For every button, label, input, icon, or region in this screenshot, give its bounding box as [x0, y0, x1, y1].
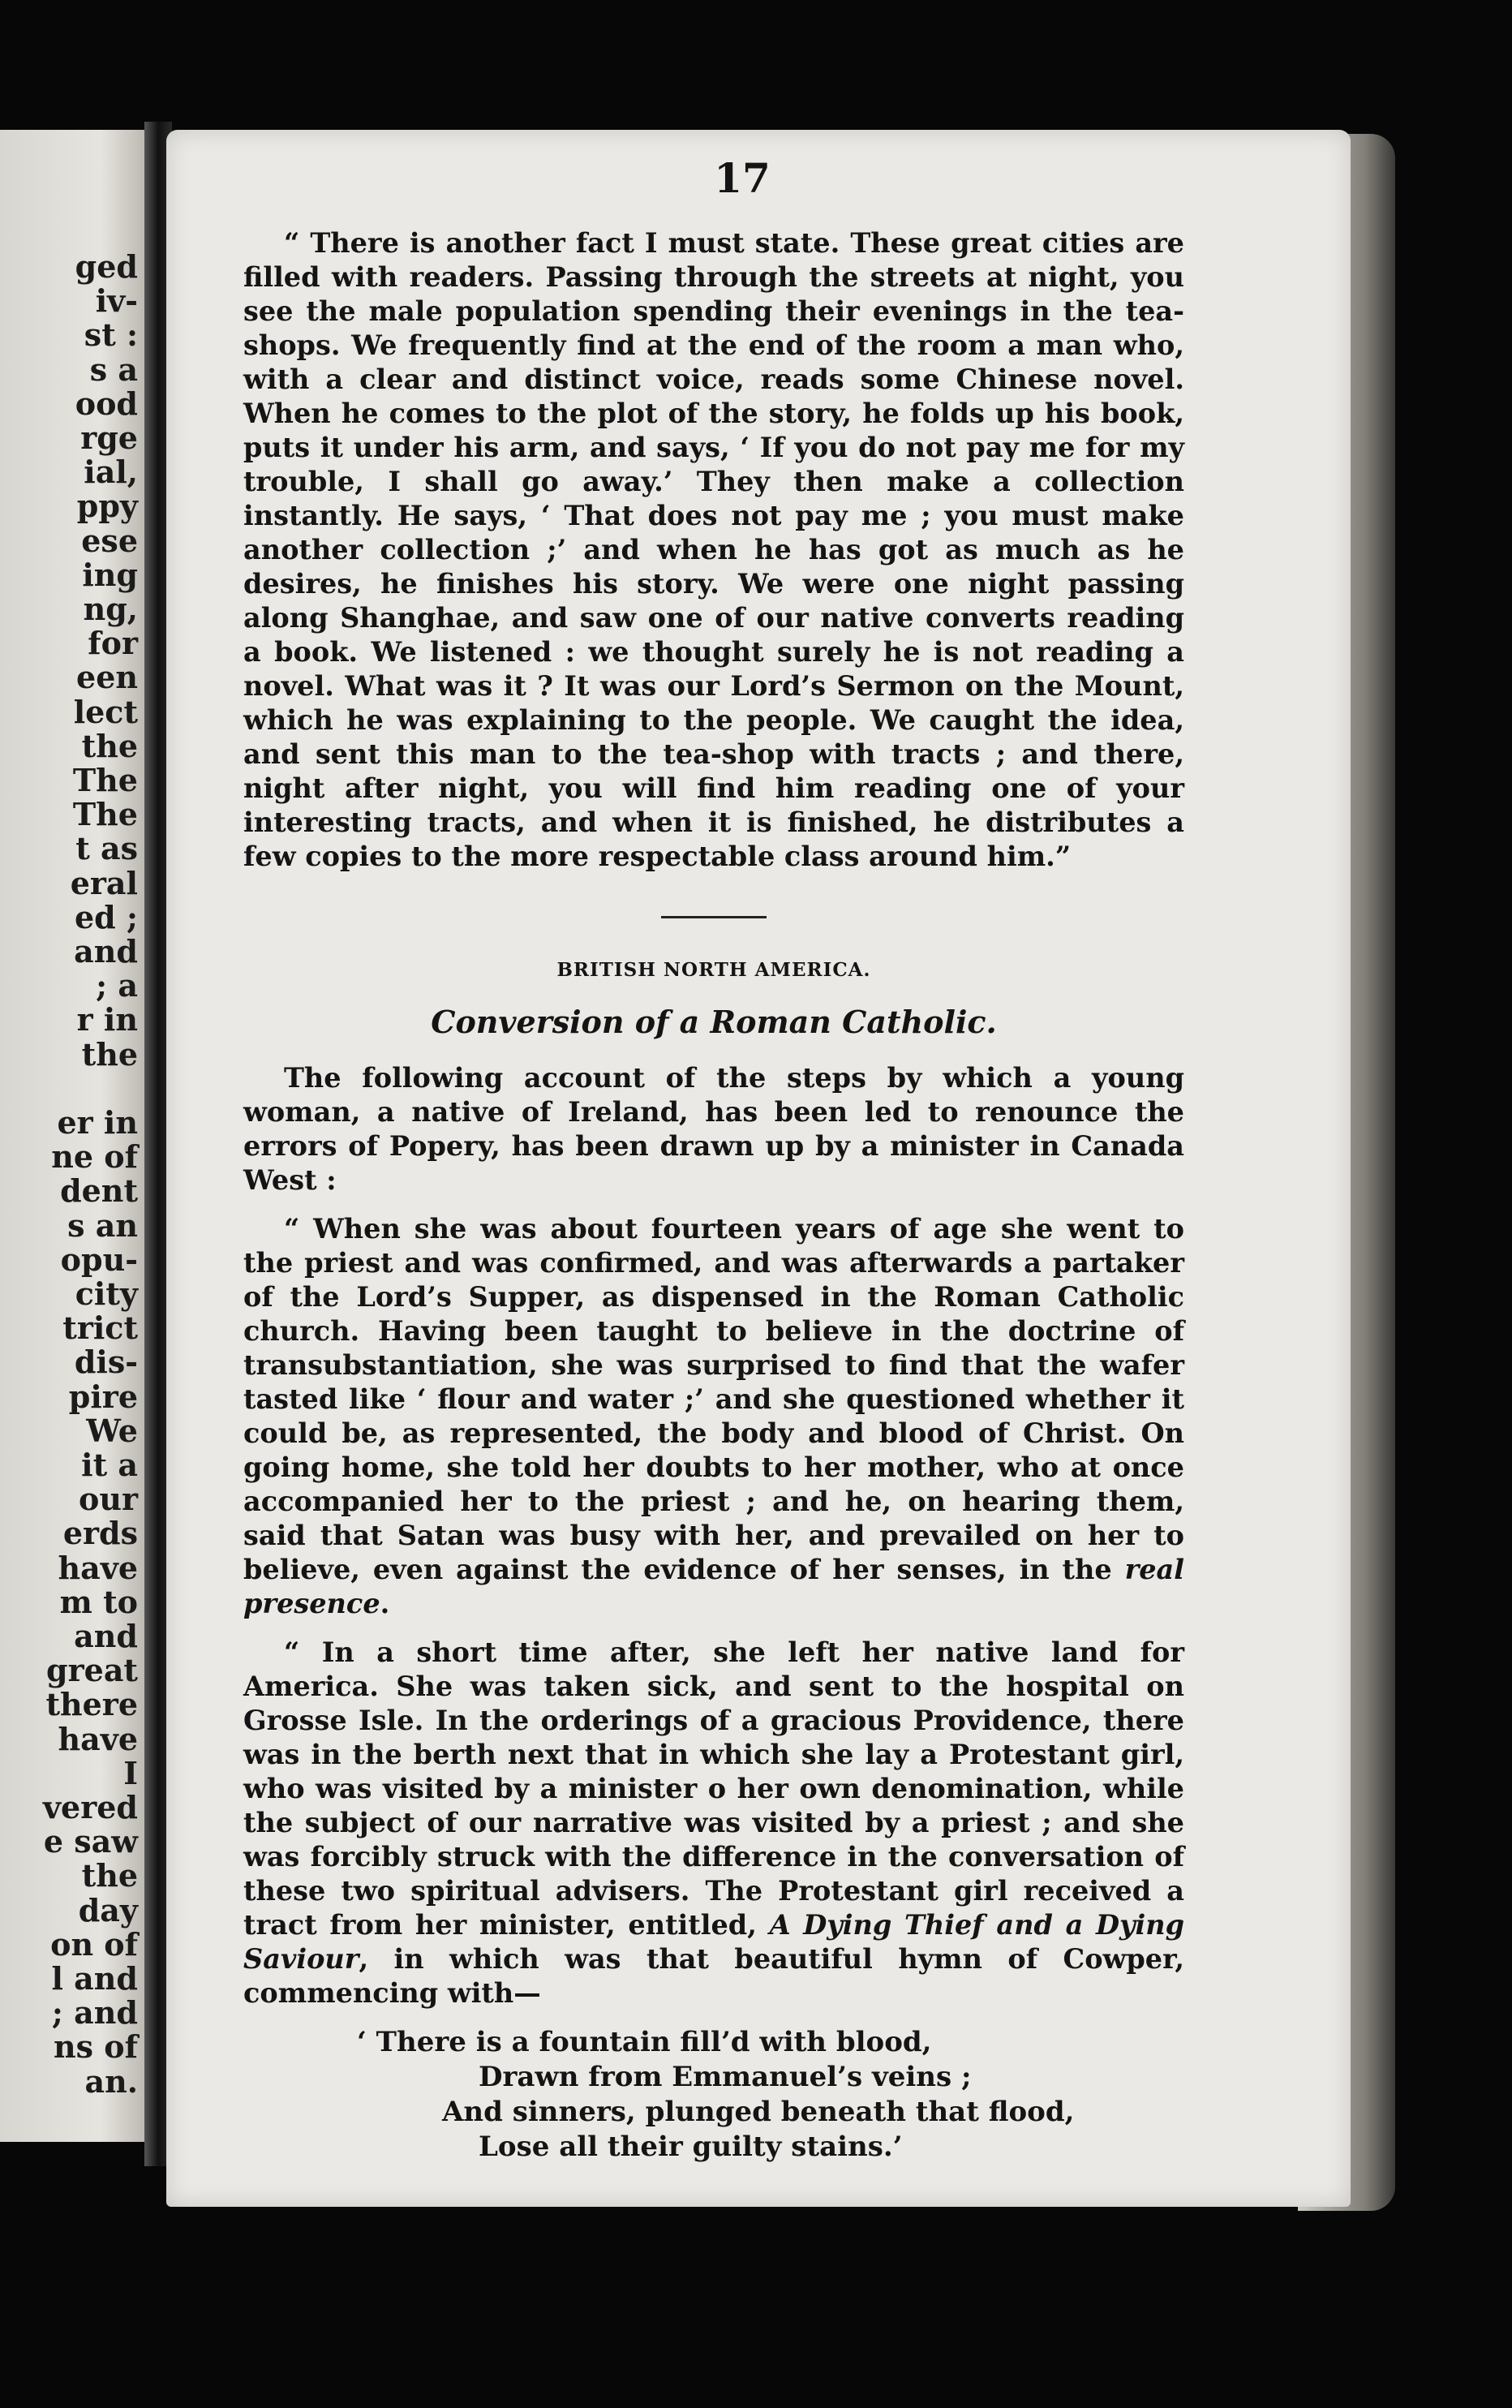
paragraph-intro: The following account of the steps by which a young woman, a native of Ireland, has been led to renounce the errors of Popery, has been drawn up by a minister in Canada West :	[243, 1062, 1184, 1196]
adjacent-page-text: day	[78, 1891, 138, 1929]
paragraph-text: “ When she was about fourteen years of age she went to the priest and was confirmed, and was afterwards a partaker of the Lord’s Supper, as dispensed in the Roman Catholic church. Having been taught to believe in the doctrine of transubstantiation, she was surprised to find that the wafer tasted like ‘ flour and water ;’ and she questioned whether it could be, as represented, the body and blood of Christ. On going home, she told her doubts to her mother, who at once accompanied her to the priest ; and he, on hearing them, said that Satan was busy with her, and prevailed on her to believe, even against the evidence of her senses, in the	[243, 1213, 1184, 1585]
adjacent-page-text: have	[58, 1720, 138, 1757]
adjacent-page-text: and	[74, 933, 138, 970]
paragraph-confirmation	[243, 1212, 1184, 1621]
verse-line: Lose all their guilty stains.’	[479, 2131, 903, 2163]
adjacent-page-text: great	[46, 1652, 138, 1689]
adjacent-page-text: an.	[84, 2062, 138, 2100]
adjacent-page-text: vered	[42, 1789, 138, 1825]
adjacent-page-text: dent	[60, 1172, 138, 1210]
adjacent-page-text: ng,	[83, 591, 138, 627]
verse-line: ‘ There is a fountain fill’d with blood,	[357, 2026, 932, 2058]
page-number: 17	[714, 154, 771, 202]
adjacent-page-text: ial,	[84, 454, 138, 491]
verse-line: Drawn from Emmanuel’s veins ;	[479, 2061, 972, 2093]
adjacent-page-text: our	[79, 1481, 138, 1518]
adjacent-page-text: s an	[67, 1206, 138, 1244]
italic-phrase: real presence	[243, 1554, 1184, 1619]
adjacent-page-text: it a	[81, 1447, 138, 1483]
adjacent-page-text: m to	[59, 1583, 138, 1620]
page-content	[243, 154, 1184, 2165]
adjacent-page-text: ne of	[51, 1138, 138, 1176]
paragraph-hospital	[243, 1636, 1184, 2010]
hymn-verse	[243, 2025, 1184, 2165]
adjacent-page-text: ; and	[51, 1994, 138, 2032]
adjacent-page-text: trict	[62, 1309, 138, 1347]
adjacent-page-text: The	[72, 796, 138, 833]
adjacent-page-text: lect	[73, 693, 138, 730]
adjacent-page-text: ppy	[76, 488, 138, 525]
adjacent-page-text: The	[72, 762, 138, 798]
adjacent-page-text: iv-	[95, 282, 138, 320]
adjacent-page-text: for	[88, 625, 138, 662]
adjacent-page-text: ing	[82, 556, 138, 593]
adjacent-page-text: ; a	[96, 967, 138, 1004]
adjacent-page-text: st :	[84, 316, 138, 354]
tract-title: A Dying Thief and a Dying Saviour	[243, 1909, 1184, 1975]
adjacent-page-text: ed ;	[74, 898, 138, 935]
paragraph-text-end: , in which was that beautiful hymn of Cowper, commencing with—	[243, 1943, 1184, 2009]
adjacent-page-text: pire	[68, 1378, 138, 1415]
adjacent-page-text: ood	[75, 385, 138, 422]
adjacent-page-text: t as	[75, 830, 138, 867]
adjacent-page-text: opu-	[60, 1241, 138, 1278]
adjacent-page-fragment	[0, 130, 144, 2142]
article-title: Conversion of a Roman Catholic.	[431, 1004, 997, 1040]
adjacent-page-text: there	[45, 1686, 138, 1723]
adjacent-page-text: city	[75, 1275, 138, 1312]
adjacent-page-text: have	[58, 1549, 138, 1586]
adjacent-page-text: the	[81, 1857, 138, 1894]
adjacent-page-text: We	[86, 1412, 138, 1449]
section-divider	[661, 916, 767, 918]
adjacent-page-text: I	[123, 1754, 138, 1791]
adjacent-page-text: the	[81, 727, 138, 764]
adjacent-page-text: e saw	[43, 1823, 138, 1860]
adjacent-page-text: r in	[76, 1001, 138, 1038]
adjacent-page-text: s a	[89, 350, 138, 388]
section-heading: BRITISH NORTH AMERICA.	[556, 959, 871, 981]
adjacent-page-text: eral	[70, 864, 138, 901]
adjacent-page-text: l and	[51, 1960, 138, 1997]
adjacent-page-text: ese	[81, 522, 138, 559]
adjacent-page-text: and	[74, 1618, 138, 1654]
paragraph-text-end: .	[380, 1588, 390, 1619]
adjacent-page-text: on of	[50, 1925, 138, 1963]
paragraph-tea-shop-readers: “ There is another fact I must state. These great cities are filled with readers. Passing through the streets at night, you see the male population spending their evenings in the tea-shops. We frequently find at the end of the room a man who, with a clear and distinct voice, reads some Chinese novel. When he comes to the plot of the story, he folds up his book, puts it under his arm, and says, ‘ If you do not pay me for my trouble, I shall go away.’ They then make a collection instantly. He says, ‘ That does not pay me ; you must make another collection ;’ and when he has got as much as he desires, he finishes his story. We were one night passing along Shanghae, and saw one of our native converts reading a book. We listened : we thought surely he is not reading a novel. What was it ? It was our Lord’s Sermon on the Mount, which he was explaining to the people. We caught the idea, and sent this man to the tea-shop with tracts ; and there, night after night, you will find him reading one of your interesting tracts, and when it is finished, he distributes a few copies to the more respectable class around him.”	[243, 227, 1184, 872]
adjacent-page-text: een	[76, 659, 138, 696]
adjacent-page-text: ged	[75, 248, 138, 285]
adjacent-page-text: ns of	[54, 2028, 138, 2066]
paragraph-text: “ In a short time after, she left her native land for America. She was taken sick, and sent to the hospital on Grosse Isle. In the orderings of a gracious Providence, there was in the berth next that in which she lay a Protestant girl, who was visited by a minister o her own denomination, while the subject of our narrative was visited by a priest ; and she was forcibly struck with the difference in the conversation of these two spiritual advisers. The Protestant girl received a tract from her minister, entitled,	[243, 1636, 1184, 1941]
verse-line: And sinners, plunged beneath that flood,	[442, 2096, 1075, 2128]
adjacent-page-text: rge	[80, 419, 138, 456]
adjacent-page-text: the	[81, 1035, 138, 1073]
adjacent-page-text: erds	[62, 1515, 138, 1552]
adjacent-page-text: er in	[57, 1104, 138, 1141]
adjacent-page-text: dis-	[74, 1344, 138, 1381]
